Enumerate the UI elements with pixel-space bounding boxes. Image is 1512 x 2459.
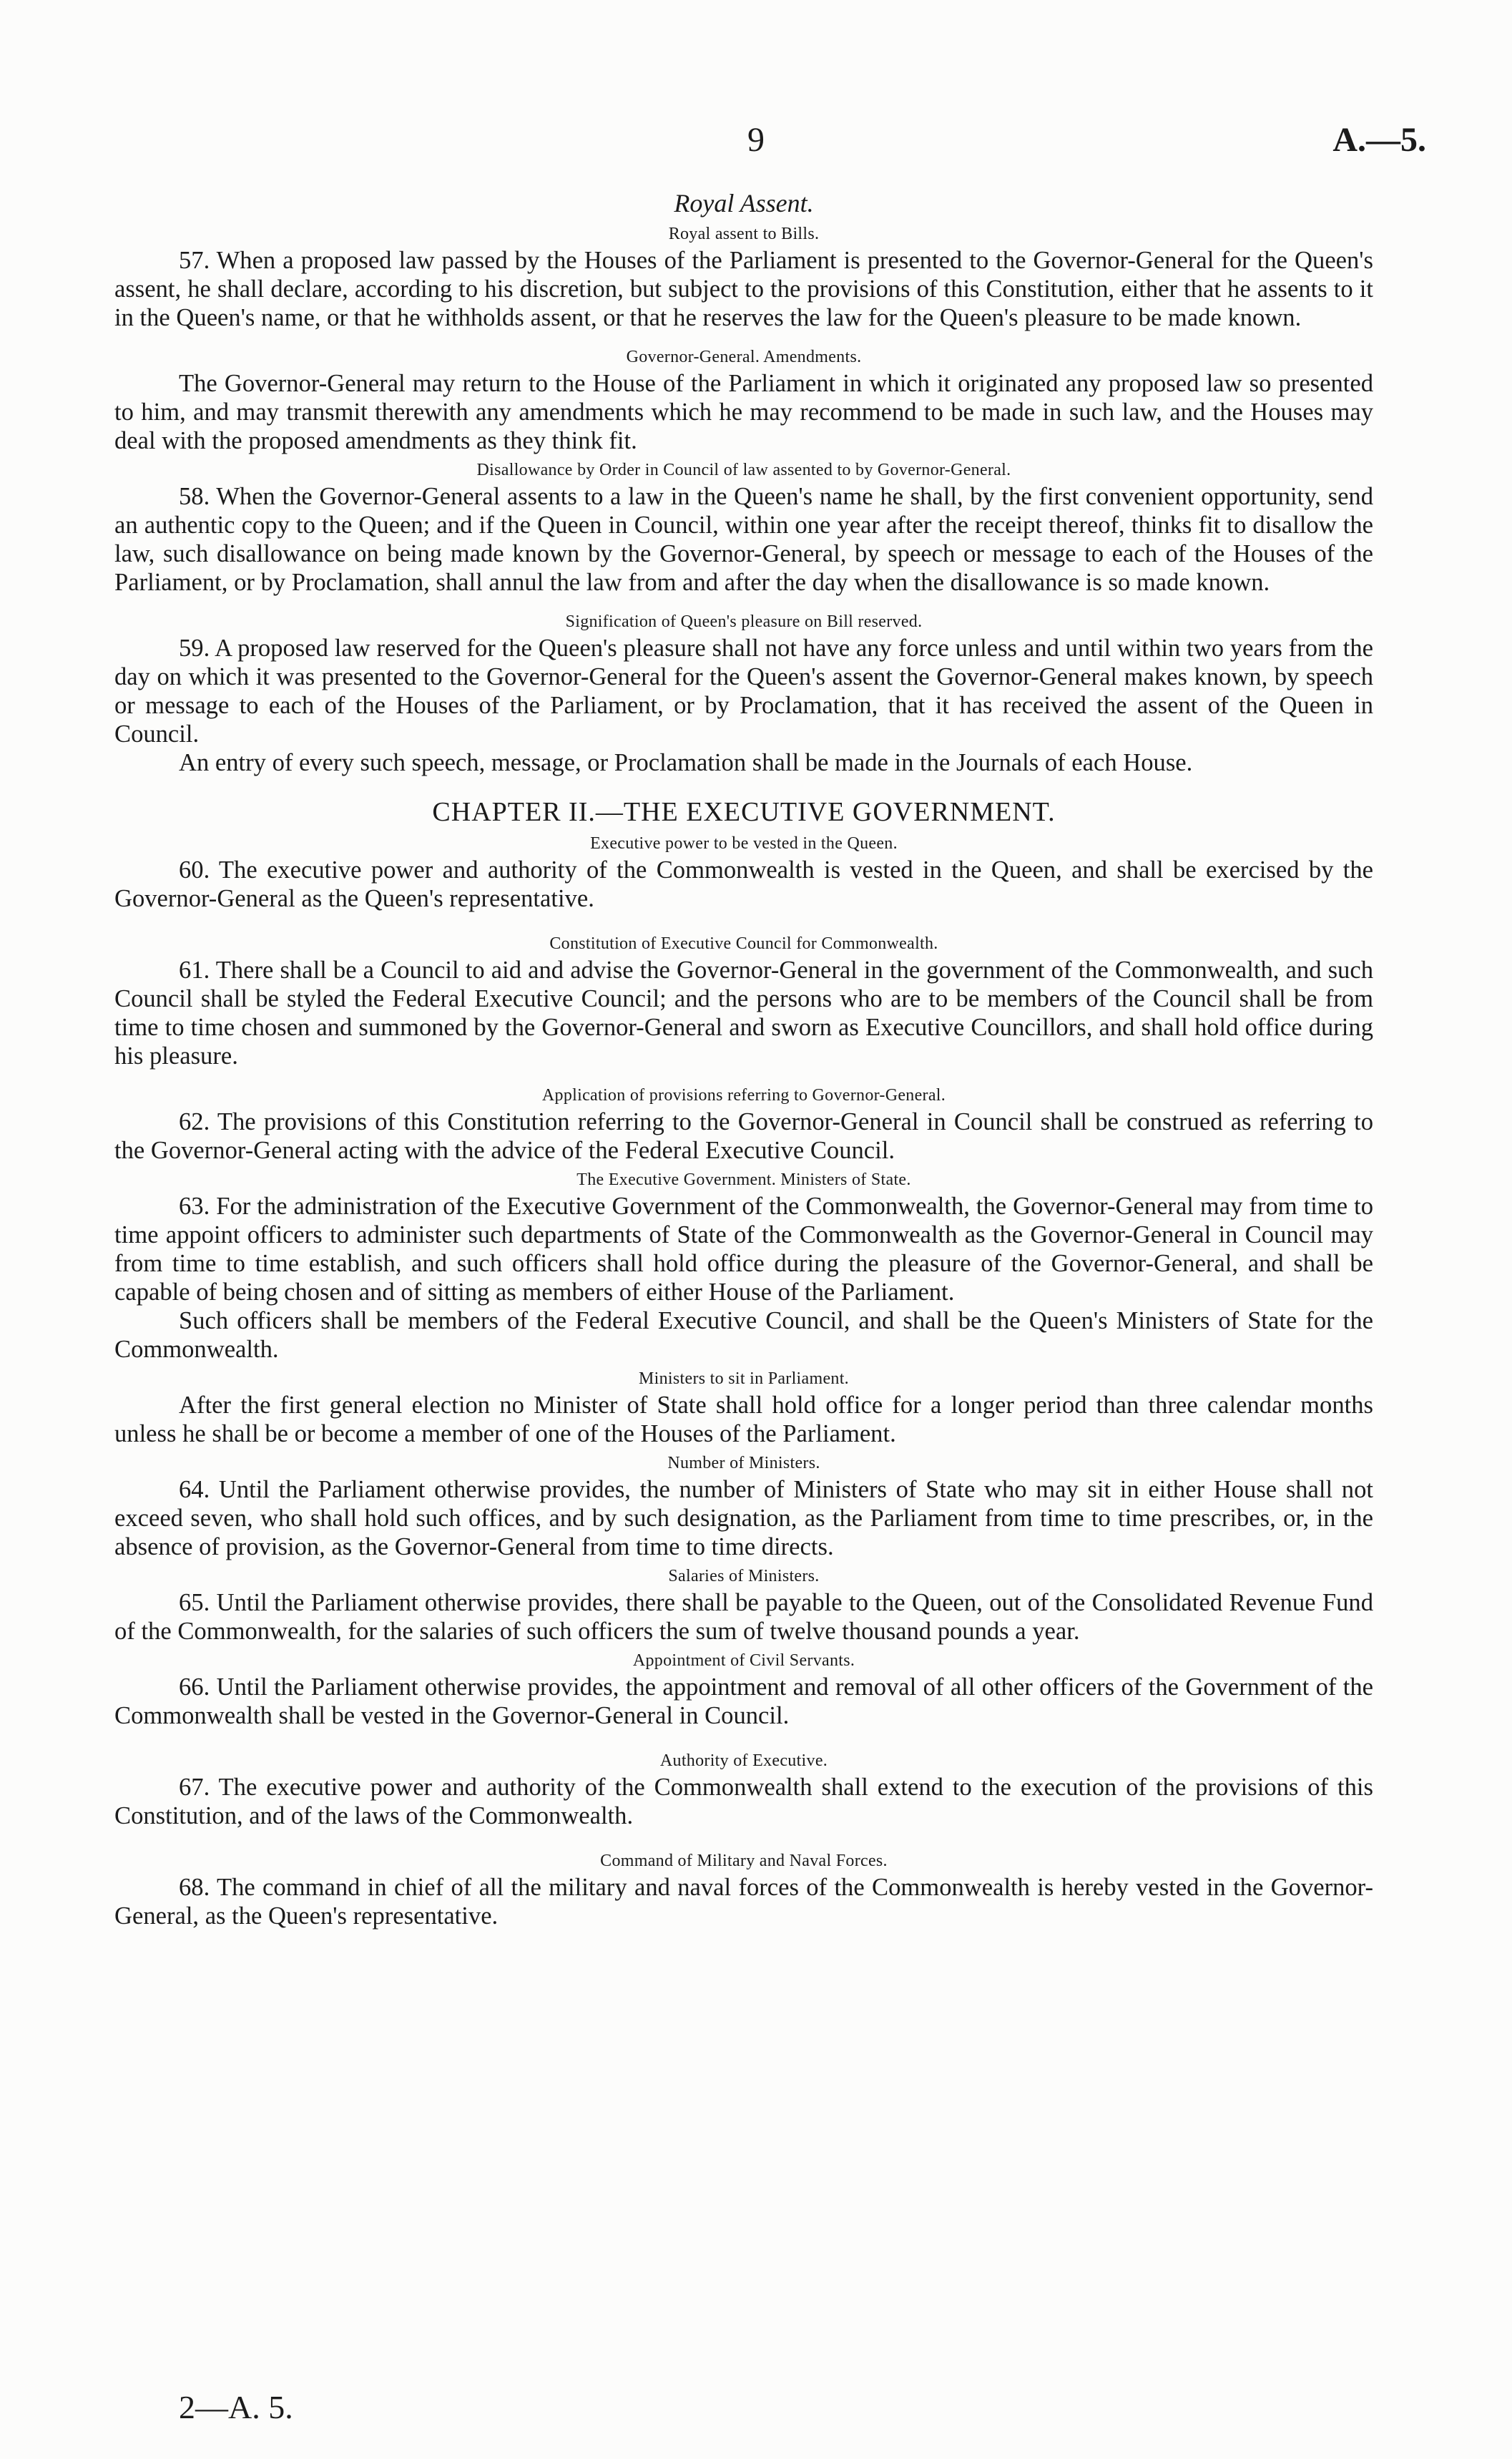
clause-57: 57. When a proposed law passed by the Houses of the Parliament is presented to the Governor-General for the Queen's assent, he shall declare, according to his discretion, but subject to the provisions of this Constitution, either that he assents to it in the Queen's name, or that he withholds assent, or that he reserves the law for the Queen's pleasure to be made known. — [114, 247, 1373, 331]
clause-ministers-sit: After the first general election no Minister of State shall hold office for a longer period than three calendar months unless he shall be or become a member of one of the Houses of the Parliament. — [114, 1392, 1373, 1447]
marginal-note: Application of provisions referring to Governor-General. — [541, 1086, 946, 1105]
marginal-note: Executive power to be vested in the Queen. — [590, 834, 898, 853]
marginal-note: Governor-General. Amendments. — [626, 348, 862, 366]
clause-59: 59. A proposed law reserved for the Queen's pleasure shall not have any force unless and until within two years from the day on which it was presented to the Governor-General for the Queen's assent the Governor-General makes known, by speech or message to each of the Houses of the Parliament, or by Proclamation, that it has received the assent of the Queen in Council. — [114, 635, 1373, 748]
clause-amendments: The Governor-General may return to the House of the Parliament in which it originated any proposed law so presented to him, and may transmit therewith any amendments which he may recommend to be made in such law, and the Houses may deal with the proposed amendments as they think fit. — [114, 370, 1373, 454]
page-number: 9 — [747, 121, 765, 159]
clause-66: 66. Until the Parliament otherwise provides, the appointment and removal of all other officers of the Government of the Commonwealth shall be vested in the Governor-General in Council. — [114, 1673, 1373, 1729]
clause-59-journals: An entry of every such speech, message, or Proclamation shall be made in the Journals of each House. — [179, 749, 1193, 776]
clause-68: 68. The command in chief of all the military and naval forces of the Commonwealth is hereby vested in the Governor-General, as the Queen's representative. — [114, 1874, 1373, 1930]
clause-63: 63. For the administration of the Executive Government of the Commonwealth, the Governor-General may from time to time appoint officers to administer such departments of State of the Commonwealth as the Governor-General in Council may from time to time establish, and such officers shall hold office during the pleasure of the Governor-General, and shall be capable of being chosen and of sitting as members of either House of the Parliament. — [114, 1193, 1373, 1306]
document-reference: A.—5. — [1332, 121, 1426, 159]
marginal-note: Disallowance by Order in Council of law assented to by Governor-General. — [476, 461, 1011, 479]
clause-62: 62. The provisions of this Constitution referring to the Governor-General in Council shall be construed as referring to the Governor-General acting with the advice of the Federal Executive Council. — [114, 1108, 1373, 1164]
marginal-note: Royal assent to Bills. — [668, 225, 820, 243]
clause-58: 58. When the Governor-General assents to a law in the Queen's name he shall, by the first convenient opportunity, send an authentic copy to the Queen; and if the Queen in Council, within one year after the receipt thereof, thinks fit to disallow the law, such disallowance on being made known by the Governor-General, by speech or message to each of the Houses of the Parliament, or by Proclamation, shall annul the law from and after the day when the disallowance is so made known. — [114, 483, 1373, 596]
marginal-note: Salaries of Ministers. — [668, 1567, 820, 1585]
marginal-note: Number of Ministers. — [667, 1454, 820, 1472]
clause-63-ministers: Such officers shall be members of the Federal Executive Council, and shall be the Queen's Ministers of State for the Commonwealth. — [114, 1307, 1373, 1363]
document-body — [114, 187, 1373, 1930]
marginal-note: Command of Military and Naval Forces. — [600, 1852, 888, 1870]
marginal-note: Authority of Executive. — [659, 1751, 828, 1770]
marginal-note: Signification of Queen's pleasure on Bill reserved. — [565, 612, 923, 631]
chapter-heading: CHAPTER II.—THE EXECUTIVE GOVERNMENT. — [432, 797, 1056, 827]
printer-signature: 2—A. 5. — [179, 2389, 293, 2425]
marginal-note: The Executive Government. Ministers of State. — [576, 1170, 911, 1189]
clause-61: 61. There shall be a Council to aid and advise the Governor-General in the government of the Commonwealth, and such Council shall be styled the Federal Executive Council; and the persons who are to be members of the Council shall be from time to time chosen and summoned by the Governor-General and sworn as Executive Councillors, and shall hold office during his pleasure. — [114, 957, 1373, 1070]
clause-60: 60. The executive power and authority of the Commonwealth is vested in the Queen, and shall be exercised by the Governor-General as the Queen's representative. — [114, 856, 1373, 912]
marginal-note: Appointment of Civil Servants. — [632, 1651, 855, 1670]
clause-65: 65. Until the Parliament otherwise provides, there shall be payable to the Queen, out of the Consolidated Revenue Fund of the Commonwealth, for the salaries of such officers the sum of twelve thousand pounds a year. — [114, 1589, 1373, 1645]
section-title-royal-assent: Royal Assent. — [674, 189, 814, 217]
clause-64: 64. Until the Parliament otherwise provides, the number of Ministers of State who may sit in either House shall not exceed seven, who shall hold such offices, and by such designation, as the Parliament from time to time prescribes, or, in the absence of provision, as the Governor-General from time to time directs. — [114, 1476, 1373, 1560]
marginal-note: Ministers to sit in Parliament. — [639, 1369, 849, 1388]
clause-67: 67. The executive power and authority of the Commonwealth shall extend to the execution of the provisions of this Constitution, and of the laws of the Commonwealth. — [114, 1774, 1373, 1829]
marginal-note: Constitution of Executive Council for Commonwealth. — [549, 934, 938, 953]
